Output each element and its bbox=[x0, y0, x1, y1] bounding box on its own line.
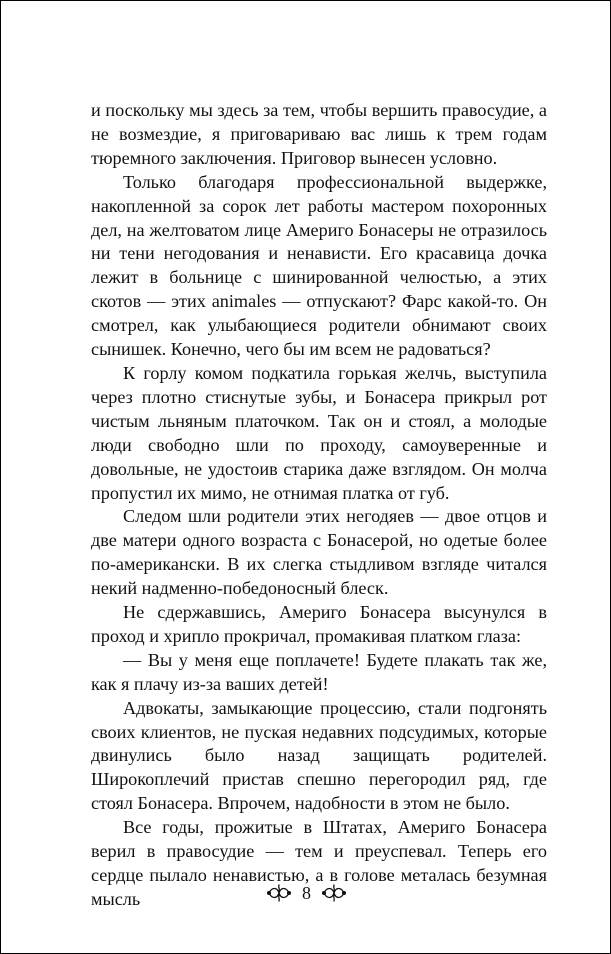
paragraph-7: Адвокаты, замыкающие процессию, стали подгонять своих клиентов, не пуская недавних подсудимых, которые двинулись было назад защищать родителей. Широкоплечий пристав спешно перегородил ряд, где стоял Бонасера. Впрочем, надобности в этом не было. bbox=[91, 697, 547, 814]
paragraph-8: Все годы, прожитые в Штатах, Америго Бонасера верил в правосудие — тем и преуспевал. Теперь его сердце пылало ненавистью, а в голове металась безумная мысль bbox=[91, 817, 547, 909]
floral-ornament-icon bbox=[321, 883, 347, 903]
paragraph-5: Не сдержавшись, Америго Бонасера высунулся в проход и хрипло прокричал, промакивая платком глаза: bbox=[91, 602, 547, 646]
page-footer bbox=[1, 881, 611, 905]
page-number: 8 bbox=[302, 882, 311, 903]
paragraph-2: Только благодаря профессиональной выдержке, накопленной за сорок лет работы мастером похоронных дел, на желтоватом лице Америго Бонасеры не отразилось ни тени негодования и ненависти. Его красавица дочка лежит в больнице с шинированной челюстью, а этих скотов — этих animales — отпускают? Фарс какой-то. Он смотрел, как улыбающиеся родители обнимают своих сынишек. Конечно, чего бы им всем не радоваться? bbox=[91, 171, 547, 360]
body-text bbox=[91, 99, 547, 912]
paragraph-6-dialogue: — Вы у меня еще поплачете! Будете плакать так же, как я плачу из-за ваших детей! bbox=[91, 649, 547, 694]
paragraph-4: Следом шли родители этих негодяев — двое отцов и две матери одного возраста с Бонасерой, но одетые более по-американски. В их слегка стыдливом взгляде читался некий надменно-победоносный блеск. bbox=[91, 506, 547, 599]
paragraph-1: и поскольку мы здесь за тем, чтобы вершить правосудие, а не возмездие, я приговариваю вас лишь к трем годам тюремного заключения. Приговор вынесен условно. bbox=[91, 100, 547, 168]
paragraph-3: К горлу комом подкатила горькая желчь, выступила через плотно стиснутые зубы, и Бонасера прикрыл рот чистым льняным платочком. Так он и стоял, а молодые люди свободно шли по проходу, самоуверенные и довольные, не удостоив старика даже взглядом. Он молча пропустил их мимо, не отнимая платка от губ. bbox=[91, 362, 547, 503]
floral-ornament-icon bbox=[266, 883, 292, 903]
